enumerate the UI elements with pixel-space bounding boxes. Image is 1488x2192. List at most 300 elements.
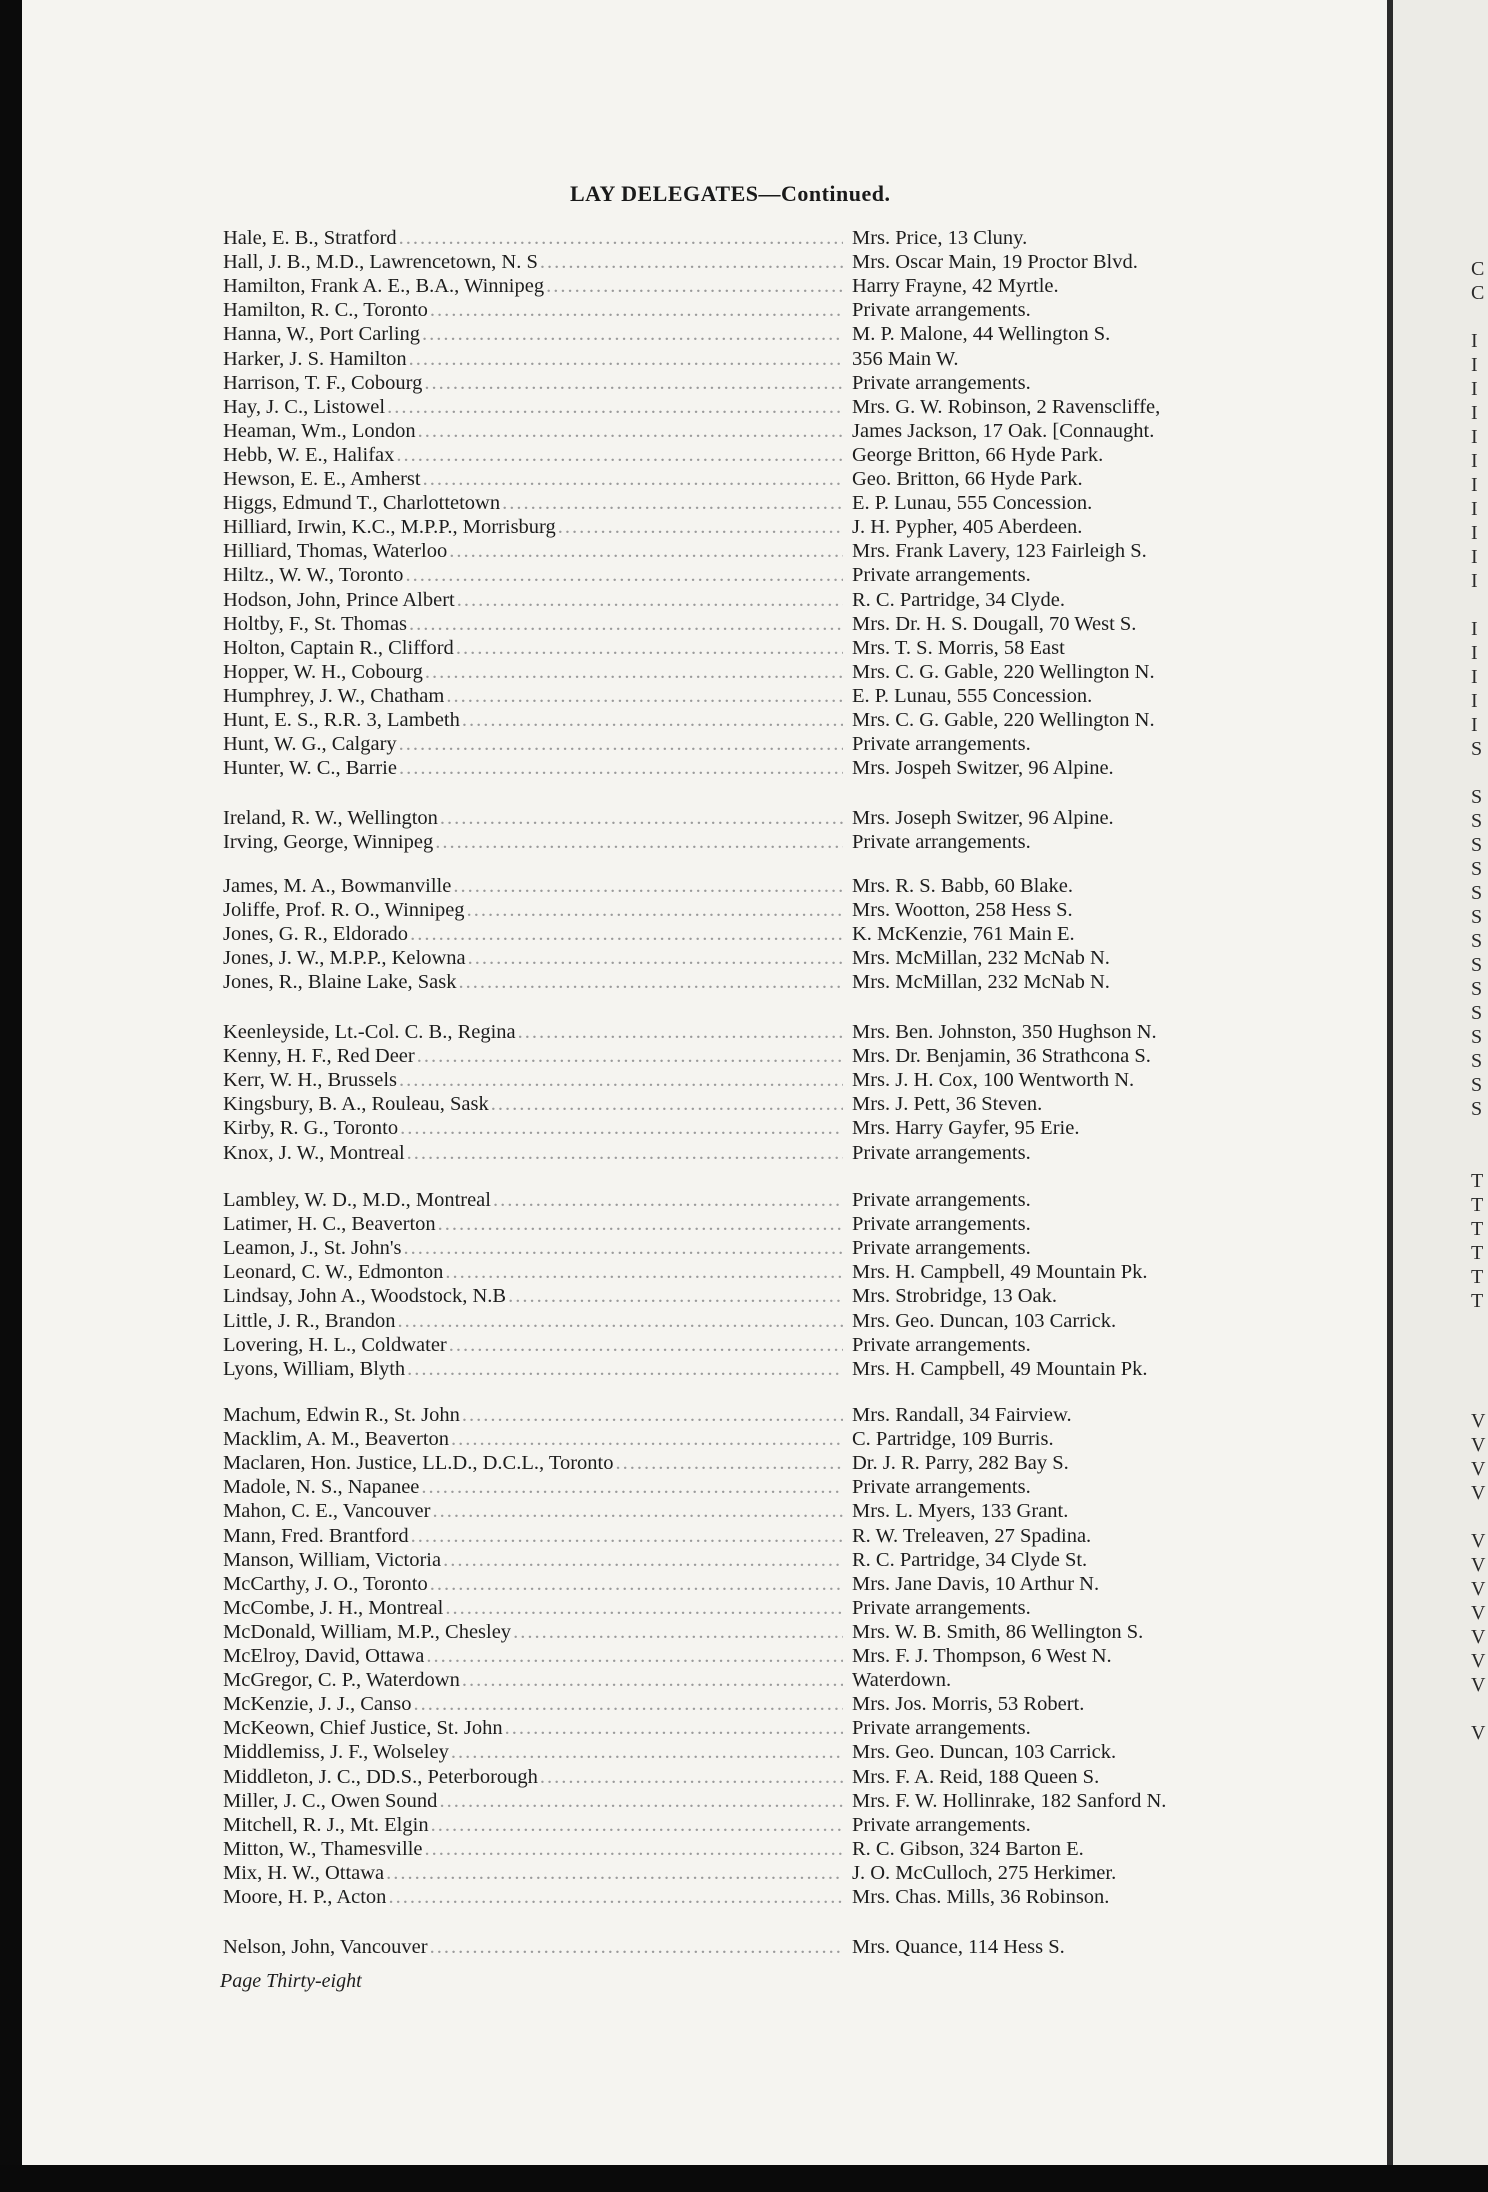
billet-host: Private arrangements. [852, 1213, 1031, 1236]
delegate-name-text: Maclaren, Hon. Justice, LL.D., D.C.L., Toronto [223, 1452, 614, 1475]
adjacent-page-letter: V [1471, 1482, 1486, 1504]
delegate-name-text: Hewson, E. E., Amherst [223, 468, 421, 490]
billet-host: Private arrangements. [852, 1476, 1031, 1499]
billet-host: Private arrangements. [852, 1333, 1031, 1356]
delegate-name-text: Hunt, E. S., R.R. 3, Lambeth [223, 709, 460, 731]
list-item [0, 1572, 1387, 1596]
list-item [0, 1596, 1387, 1620]
delegate-name [223, 539, 843, 563]
delegate-name [223, 1044, 843, 1068]
list-item [0, 1548, 1387, 1572]
billet-host: 356 Main W. [852, 347, 959, 370]
delegate-name-text: Heaman, Wm., London [223, 419, 416, 442]
delegate-name-text: Hall, J. B., M.D., Lawrencetown, N. S [223, 251, 538, 274]
delegate-name-text: Latimer, H. C., Beaverton [223, 1213, 436, 1236]
delegate-name [223, 298, 843, 322]
delegate-name-text: McElroy, David, Ottawa [223, 1645, 425, 1667]
billet-host: Mrs. Oscar Main, 19 Proctor Blvd. [852, 251, 1138, 274]
delegate-name [223, 1188, 843, 1212]
adjacent-page-letter: I [1471, 498, 1478, 520]
list-item [0, 898, 1387, 922]
billet-host: Mrs. H. Campbell, 49 Mountain Pk. [852, 1261, 1148, 1284]
adjacent-page-letter: I [1471, 570, 1478, 592]
adjacent-page-letter: V [1471, 1650, 1486, 1672]
delegate-name [223, 1499, 843, 1523]
billet-host: Private arrangements. [852, 1141, 1031, 1164]
delegate-name [223, 226, 843, 250]
billet-host: Mrs. Randall, 34 Fairview. [852, 1404, 1072, 1426]
adjacent-page-letter: V [1471, 1722, 1486, 1744]
adjacent-page-letter: I [1471, 618, 1478, 640]
delegate-name-text: Hunter, W. C., Barrie [223, 757, 397, 780]
delegate-name [223, 922, 843, 946]
list-item [0, 1740, 1387, 1764]
adjacent-page-letter: V [1471, 1602, 1486, 1624]
delegate-name [223, 756, 843, 780]
list-item [0, 1068, 1387, 1092]
list-item [0, 1692, 1387, 1716]
delegate-name [223, 1357, 843, 1381]
delegate-name [223, 419, 843, 443]
billet-host: Mrs. Ben. Johnston, 350 Hughson N. [852, 1021, 1157, 1043]
list-item [0, 922, 1387, 946]
list-item [0, 1765, 1387, 1789]
billet-host: Harry Frayne, 42 Myrtle. [852, 275, 1059, 298]
delegate-name-text: Hilliard, Thomas, Waterloo [223, 540, 448, 563]
delegate-name-text: Nelson, John, Vancouver [223, 1936, 428, 1958]
delegate-name-text: McDonald, William, M.P., Chesley [223, 1620, 512, 1643]
delegate-name-text: Jones, J. W., M.P.P., Kelowna [223, 947, 466, 970]
delegate-name-text: Leamon, J., St. John's [223, 1237, 402, 1260]
list-item [0, 1236, 1387, 1260]
delegate-name [223, 1475, 843, 1499]
billet-host: James Jackson, 17 Oak. [Connaught. [852, 419, 1155, 442]
delegate-name [223, 1116, 843, 1140]
billet-host: Private arrangements. [852, 733, 1031, 756]
billet-host: Private arrangements. [852, 299, 1031, 322]
list-item [0, 1333, 1387, 1357]
adjacent-page-letter: I [1471, 522, 1478, 544]
delegate-name [223, 1260, 843, 1284]
billet-host: Private arrangements. [852, 1813, 1031, 1836]
delegate-name [223, 1284, 843, 1308]
delegate-name-text: Mitchell, R. J., Mt. Elgin [223, 1813, 429, 1836]
delegate-name [223, 274, 843, 298]
delegate-name [223, 636, 843, 660]
list-item [0, 1141, 1387, 1165]
list-item [0, 1644, 1387, 1668]
delegate-name [223, 1020, 843, 1044]
billet-host: Mrs. F. A. Reid, 188 Queen S. [852, 1765, 1100, 1788]
delegate-name [223, 684, 843, 708]
list-item [0, 874, 1387, 898]
delegate-name [223, 347, 843, 371]
delegate-name [223, 970, 843, 994]
delegate-name [223, 1620, 843, 1644]
list-item [0, 1403, 1387, 1427]
delegate-name [223, 1644, 843, 1668]
billet-host: M. P. Malone, 44 Wellington S. [852, 323, 1111, 346]
billet-host: Mrs. Price, 13 Cluny. [852, 227, 1028, 249]
delegate-name-text: McKenzie, J. J., Canso [223, 1693, 412, 1716]
list-item [0, 1813, 1387, 1837]
delegate-name-text: Miller, J. C., Owen Sound [223, 1789, 438, 1812]
adjacent-page-letter: S [1471, 1002, 1483, 1024]
billet-host: Private arrangements. [852, 1717, 1031, 1740]
section-heading: LAY DELEGATES—Continued. [570, 181, 891, 206]
billet-host: Private arrangements. [852, 831, 1031, 854]
delegate-name-text: Kenny, H. F., Red Deer [223, 1045, 415, 1068]
billet-host: Mrs. Dr. Benjamin, 36 Strathcona S. [852, 1045, 1151, 1068]
delegate-name-text: Jones, R., Blaine Lake, Sask [223, 971, 457, 994]
billet-host: Private arrangements. [852, 564, 1031, 587]
delegate-name-text: Macklim, A. M., Beaverton [223, 1428, 450, 1451]
delegate-name-text: Hale, E. B., Stratford [223, 227, 397, 249]
delegate-name [223, 1692, 843, 1716]
billet-host: E. P. Lunau, 555 Concession. [852, 684, 1093, 707]
delegate-name [223, 1837, 843, 1861]
adjacent-page-letter: I [1471, 642, 1478, 664]
delegate-name [223, 588, 843, 612]
delegate-name [223, 898, 843, 922]
adjacent-page-letter: S [1471, 786, 1483, 808]
list-item [0, 1116, 1387, 1140]
list-item [0, 1499, 1387, 1523]
list-item [0, 1092, 1387, 1116]
billet-host: Private arrangements. [852, 1189, 1031, 1211]
adjacent-page-letter: S [1471, 834, 1483, 856]
billet-host: Mrs. Wootton, 258 Hess S. [852, 899, 1073, 922]
delegate-name [223, 371, 843, 395]
list-item [0, 322, 1387, 346]
delegate-name [223, 612, 843, 636]
billet-host: K. McKenzie, 761 Main E. [852, 923, 1075, 946]
adjacent-page-letter: S [1471, 1050, 1483, 1072]
list-item [0, 1935, 1387, 1959]
adjacent-page-letter: V [1471, 1458, 1486, 1480]
list-item [0, 970, 1387, 994]
list-item [0, 708, 1387, 732]
delegate-name-text: Moore, H. P., Acton [223, 1886, 387, 1908]
billet-host: J. O. McCulloch, 275 Herkimer. [852, 1861, 1117, 1884]
delegate-name-text: McKeown, Chief Justice, St. John [223, 1717, 503, 1740]
delegate-name [223, 732, 843, 756]
billet-host: Private arrangements. [852, 1596, 1031, 1619]
scan-bottom-edge [0, 2165, 1488, 2192]
billet-host: Mrs. Chas. Mills, 36 Robinson. [852, 1886, 1110, 1908]
list-item [0, 226, 1387, 250]
delegate-name [223, 660, 843, 684]
billet-host: Mrs. R. S. Babb, 60 Blake. [852, 875, 1073, 897]
delegate-name [223, 1524, 843, 1548]
adjacent-page-letter: V [1471, 1434, 1486, 1456]
list-item [0, 588, 1387, 612]
delegate-name-text: McCombe, J. H., Montreal [223, 1596, 444, 1619]
delegate-name-text: Kingsbury, B. A., Rouleau, Sask [223, 1093, 489, 1116]
adjacent-page-letter: V [1471, 1410, 1486, 1432]
delegate-name [223, 1572, 843, 1596]
adjacent-page-letter: T [1471, 1218, 1484, 1240]
delegate-name-text: Machum, Edwin R., St. John [223, 1404, 460, 1426]
list-item [0, 419, 1387, 443]
delegate-name [223, 563, 843, 587]
delegate-name-text: Little, J. R., Brandon [223, 1309, 396, 1332]
list-item [0, 830, 1387, 854]
delegate-name-text: Mitton, W., Thamesville [223, 1837, 423, 1860]
delegate-name-text: Hanna, W., Port Carling [223, 323, 421, 346]
delegate-name [223, 515, 843, 539]
delegate-name-text: Holtby, F., St. Thomas [223, 612, 408, 635]
delegate-name-text: Middleton, J. C., DD.S., Peterborough [223, 1765, 538, 1788]
adjacent-page-letter: I [1471, 402, 1478, 424]
delegate-name [223, 1309, 843, 1333]
adjacent-page-letter: V [1471, 1554, 1486, 1576]
delegate-name [223, 1596, 843, 1620]
delegate-name [223, 1212, 843, 1236]
list-item [0, 274, 1387, 298]
delegate-name-text: Harker, J. S. Hamilton [223, 347, 407, 370]
list-item [0, 636, 1387, 660]
billet-host: J. H. Pypher, 405 Aberdeen. [852, 516, 1083, 539]
billet-host: Mrs. C. G. Gable, 220 Wellington N. [852, 660, 1155, 683]
adjacent-page-letter: C [1471, 282, 1485, 304]
adjacent-page-letter: V [1471, 1626, 1486, 1648]
delegate-name [223, 1861, 843, 1885]
delegate-name [223, 1427, 843, 1451]
billet-host: Mrs. C. G. Gable, 220 Wellington N. [852, 709, 1155, 731]
delegate-name [223, 1765, 843, 1789]
delegate-name-text: McCarthy, J. O., Toronto [223, 1572, 428, 1595]
billet-host: Mrs. T. S. Morris, 58 East [852, 636, 1065, 659]
list-item [0, 395, 1387, 419]
list-item [0, 539, 1387, 563]
adjacent-page-letter: S [1471, 810, 1483, 832]
delegate-name-text: Hunt, W. G., Calgary [223, 733, 397, 756]
list-item [0, 467, 1387, 491]
adjacent-page-letter: I [1471, 474, 1478, 496]
billet-host: Mrs. Jane Davis, 10 Arthur N. [852, 1572, 1100, 1595]
list-item [0, 1357, 1387, 1381]
delegate-name [223, 1068, 843, 1092]
billet-host: Mrs. Frank Lavery, 123 Fairleigh S. [852, 540, 1147, 563]
adjacent-page-letter: I [1471, 378, 1478, 400]
adjacent-page-letter: I [1471, 546, 1478, 568]
adjacent-page-letter: V [1471, 1578, 1486, 1600]
list-item [0, 298, 1387, 322]
adjacent-page-letter: S [1471, 1026, 1483, 1048]
billet-host: Mrs. Quance, 114 Hess S. [852, 1936, 1065, 1958]
adjacent-page-letter: S [1471, 882, 1483, 904]
adjacent-page-letter: T [1471, 1170, 1484, 1192]
delegate-name [223, 1548, 843, 1572]
list-item [0, 1188, 1387, 1212]
billet-host: E. P. Lunau, 555 Concession. [852, 492, 1093, 515]
billet-host: Mrs. G. W. Robinson, 2 Ravenscliffe, [852, 395, 1161, 418]
list-item [0, 491, 1387, 515]
delegate-name-text: Mahon, C. E., Vancouver [223, 1500, 431, 1523]
delegate-name-text: Keenleyside, Lt.-Col. C. B., Regina [223, 1021, 516, 1043]
delegate-name-text: Irving, George, Winnipeg [223, 831, 434, 854]
delegate-name [223, 1668, 843, 1692]
delegate-name-text: Humphrey, J. W., Chatham [223, 684, 445, 707]
delegate-name [223, 443, 843, 467]
list-item [0, 756, 1387, 780]
adjacent-page-letter: S [1471, 906, 1483, 928]
list-item [0, 1475, 1387, 1499]
delegate-name [223, 250, 843, 274]
billet-host: Mrs. McMillan, 232 McNab N. [852, 971, 1110, 994]
delegate-name [223, 806, 843, 830]
list-item [0, 515, 1387, 539]
delegate-name [223, 1716, 843, 1740]
adjacent-page-letter: V [1471, 1674, 1486, 1696]
billet-host: R. W. Treleaven, 27 Spadina. [852, 1524, 1092, 1547]
list-item [0, 347, 1387, 371]
delegate-name-text: Middlemiss, J. F., Wolseley [223, 1741, 449, 1764]
billet-host: George Britton, 66 Hyde Park. [852, 443, 1104, 466]
list-item [0, 563, 1387, 587]
billet-host: Waterdown. [852, 1669, 952, 1692]
delegate-name-text: Holton, Captain R., Clifford [223, 636, 454, 659]
list-item [0, 1620, 1387, 1644]
delegate-name-text: Leonard, C. W., Edmonton [223, 1261, 444, 1284]
adjacent-page-letter: T [1471, 1290, 1484, 1312]
delegate-name-text: Mix, H. W., Ottawa [223, 1861, 385, 1884]
delegate-name-text: Knox, J. W., Montreal [223, 1141, 405, 1164]
list-item [0, 443, 1387, 467]
billet-host: R. C. Partridge, 34 Clyde St. [852, 1548, 1088, 1571]
billet-host: Dr. J. R. Parry, 282 Bay S. [852, 1452, 1069, 1475]
list-item [0, 1044, 1387, 1068]
list-item [0, 660, 1387, 684]
adjacent-page-letter: S [1471, 738, 1483, 760]
adjacent-page-letter: S [1471, 978, 1483, 1000]
adjacent-page-letter: T [1471, 1242, 1484, 1264]
list-item [0, 1861, 1387, 1885]
delegate-name-text: Kirby, R. G., Toronto [223, 1117, 399, 1140]
delegate-name-text: Lambley, W. D., M.D., Montreal [223, 1189, 491, 1211]
billet-host: Mrs. Strobridge, 13 Oak. [852, 1285, 1057, 1308]
billet-host: Mrs. F. W. Hollinrake, 182 Sanford N. [852, 1789, 1167, 1812]
delegate-name [223, 1451, 843, 1475]
delegate-name [223, 1092, 843, 1116]
billet-host: Mrs. J. Pett, 36 Steven. [852, 1093, 1043, 1116]
billet-host: Mrs. Geo. Duncan, 103 Carrick. [852, 1309, 1117, 1332]
adjacent-page-letter: T [1471, 1266, 1484, 1288]
delegate-name-text: Kerr, W. H., Brussels [223, 1069, 397, 1092]
delegate-name-text: Lovering, H. L., Coldwater [223, 1333, 447, 1356]
billet-host: Private arrangements. [852, 1237, 1031, 1260]
adjacent-page-letter: S [1471, 858, 1483, 880]
billet-host: Geo. Britton, 66 Hyde Park. [852, 468, 1083, 490]
list-item [0, 1668, 1387, 1692]
delegate-name-text: Hiltz., W. W., Toronto [223, 564, 404, 587]
delegate-name [223, 1885, 843, 1909]
delegate-name [223, 830, 843, 854]
delegate-name-text: Hamilton, R. C., Toronto [223, 299, 428, 322]
list-item [0, 1451, 1387, 1475]
list-item [0, 1716, 1387, 1740]
list-item [0, 1212, 1387, 1236]
delegate-name [223, 1403, 843, 1427]
list-item [0, 1789, 1387, 1813]
delegate-name-text: Madole, N. S., Napanee [223, 1476, 420, 1499]
delegate-name-text: Jones, G. R., Eldorado [223, 923, 409, 946]
delegate-name-text: Lindsay, John A., Woodstock, N.B [223, 1285, 507, 1308]
list-item [0, 1309, 1387, 1333]
billet-host: Mrs. F. J. Thompson, 6 West N. [852, 1645, 1112, 1667]
billet-host: Mrs. Dr. H. S. Dougall, 70 West S. [852, 612, 1137, 635]
billet-host: Mrs. J. H. Cox, 100 Wentworth N. [852, 1069, 1135, 1092]
billet-host: Mrs. H. Campbell, 49 Mountain Pk. [852, 1357, 1148, 1380]
list-item [0, 1524, 1387, 1548]
adjacent-page-letter: V [1471, 1530, 1486, 1552]
adjacent-page-letter: I [1471, 450, 1478, 472]
adjacent-page-letter: T [1471, 1194, 1484, 1216]
billet-host: Mrs. Jos. Morris, 53 Robert. [852, 1693, 1085, 1716]
billet-host: Mrs. McMillan, 232 McNab N. [852, 947, 1110, 970]
delegate-name-text: Higgs, Edmund T., Charlottetown [223, 492, 501, 515]
delegate-name [223, 1333, 843, 1357]
billet-host: Private arrangements. [852, 371, 1031, 394]
adjacent-page-letter: S [1471, 954, 1483, 976]
adjacent-page-letter: C [1471, 258, 1485, 280]
list-item [0, 250, 1387, 274]
billet-host: Mrs. Jospeh Switzer, 96 Alpine. [852, 757, 1114, 780]
delegate-name [223, 708, 843, 732]
delegate-name [223, 395, 843, 419]
list-item [0, 806, 1387, 830]
list-item [0, 1260, 1387, 1284]
delegate-name-text: Hamilton, Frank A. E., B.A., Winnipeg [223, 275, 545, 298]
delegate-name-text: Lyons, William, Blyth [223, 1357, 406, 1380]
delegate-name-text: Joliffe, Prof. R. O., Winnipeg [223, 899, 465, 922]
list-item [0, 1837, 1387, 1861]
list-item [0, 946, 1387, 970]
delegate-name [223, 946, 843, 970]
adjacent-page-letter: S [1471, 1098, 1483, 1120]
delegate-name [223, 1236, 843, 1260]
delegate-name [223, 1141, 843, 1165]
delegate-name-text: Hopper, W. H., Cobourg [223, 660, 423, 683]
delegate-name-text: Ireland, R. W., Wellington [223, 807, 438, 829]
adjacent-page-letter: S [1471, 930, 1483, 952]
adjacent-page-letter: I [1471, 354, 1478, 376]
delegate-name [223, 467, 843, 491]
delegate-name-text: Hebb, W. E., Halifax [223, 443, 395, 466]
delegate-name-text: McGregor, C. P., Waterdown [223, 1669, 460, 1692]
delegate-name [223, 1813, 843, 1837]
billet-host: Mrs. W. B. Smith, 86 Wellington S. [852, 1620, 1144, 1643]
delegate-name [223, 1935, 843, 1959]
delegate-name-text: Harrison, T. F., Cobourg [223, 371, 423, 394]
list-item [0, 1427, 1387, 1451]
delegate-name-text: Manson, William, Victoria [223, 1548, 442, 1571]
billet-host: Mrs. Harry Gayfer, 95 Erie. [852, 1117, 1080, 1140]
list-item [0, 1020, 1387, 1044]
delegate-name-text: Hay, J. C., Listowel [223, 395, 386, 418]
delegate-name-text: Mann, Fred. Brantford [223, 1524, 409, 1547]
delegate-name-text: Hodson, John, Prince Albert [223, 588, 455, 611]
list-item [0, 612, 1387, 636]
delegate-name-text: Hilliard, Irwin, K.C., M.P.P., Morrisburg [223, 516, 556, 539]
adjacent-page-letter: I [1471, 714, 1478, 736]
list-item [0, 1284, 1387, 1308]
delegate-name [223, 1789, 843, 1813]
list-item [0, 732, 1387, 756]
adjacent-page-letter: I [1471, 330, 1478, 352]
list-item [0, 371, 1387, 395]
